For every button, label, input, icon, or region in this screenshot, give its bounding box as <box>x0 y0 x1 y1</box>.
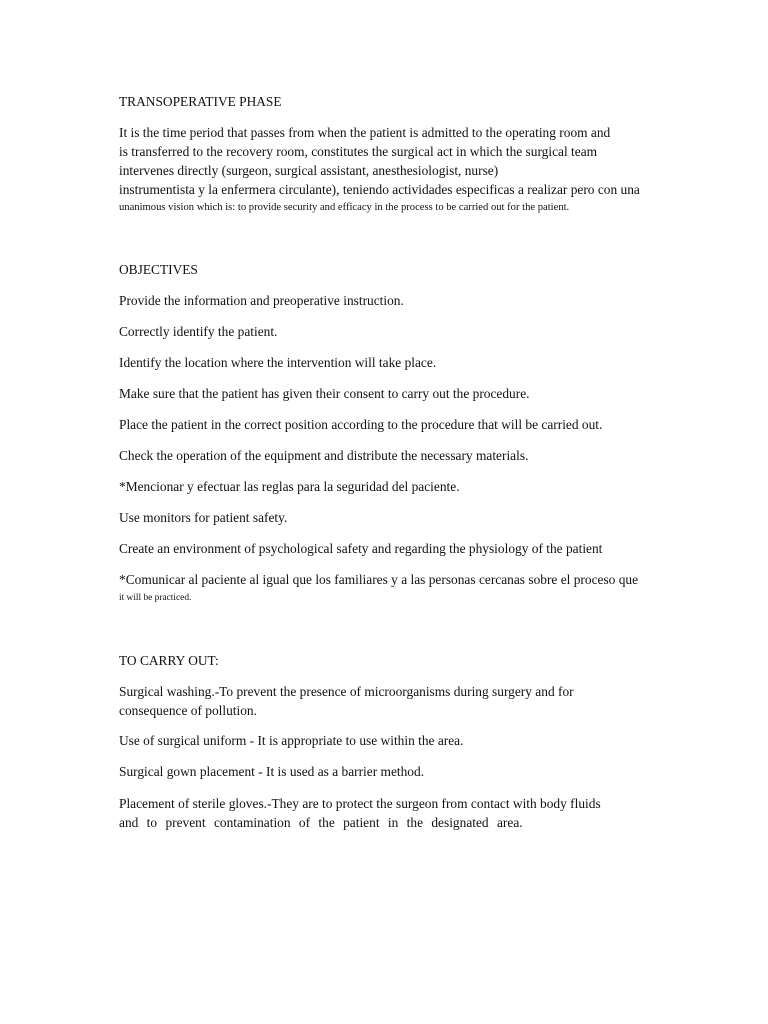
objective-item: Make sure that the patient has given their consent to carry out the procedure. <box>119 386 530 401</box>
objective-item: Correctly identify the patient. <box>119 324 278 339</box>
carry-out-line: Surgical gown placement - It is used as a barrier method. <box>119 764 425 779</box>
heading-transoperative-phase: TRANSOPERATIVE PHASE <box>119 94 282 109</box>
paragraph-line: intervenes directly (surgeon, surgical assistant, anesthesiologist, nurse) <box>119 163 499 178</box>
objective-item: Identify the location where the intervention will take place. <box>119 355 437 370</box>
heading-to-carry-out: TO CARRY OUT: <box>119 653 219 668</box>
objective-item: *Mencionar y efectuar las reglas para la seguridad del paciente. <box>119 479 460 494</box>
objective-item: Provide the information and preoperative instruction. <box>119 293 404 308</box>
carry-out-line: and to prevent contamination of the patient in the designated area. <box>119 815 523 830</box>
carry-out-line: Use of surgical uniform - It is appropriate to use within the area. <box>119 733 464 748</box>
carry-out-line: Surgical washing.-To prevent the presence of microorganisms during surgery and for <box>119 684 574 699</box>
paragraph-line: unanimous vision which is: to provide security and efficacy in the process to be carried out for the patient. <box>119 202 570 213</box>
paragraph-line: is transferred to the recovery room, constitutes the surgical act in which the surgical team <box>119 144 598 159</box>
paragraph-line: instrumentista y la enfermera circulante), teniendo actividades especificas a realizar pero con una <box>119 182 640 197</box>
carry-out-line: Placement of sterile gloves.-They are to protect the surgeon from contact with body fluids <box>119 796 601 811</box>
heading-objectives: OBJECTIVES <box>119 262 198 277</box>
objective-item: it will be practiced. <box>119 593 192 603</box>
objective-item: Create an environment of psychological safety and regarding the physiology of the patient <box>119 541 603 556</box>
objective-item: Use monitors for patient safety. <box>119 510 288 525</box>
objective-item: *Comunicar al paciente al igual que los familiares y a las personas cercanas sobre el proceso que <box>119 572 639 587</box>
carry-out-line: consequence of pollution. <box>119 703 257 718</box>
paragraph-line: It is the time period that passes from when the patient is admitted to the operating room and <box>119 125 611 140</box>
objective-item: Check the operation of the equipment and distribute the necessary materials. <box>119 448 529 463</box>
objective-item: Place the patient in the correct position according to the procedure that will be carried out. <box>119 417 603 432</box>
